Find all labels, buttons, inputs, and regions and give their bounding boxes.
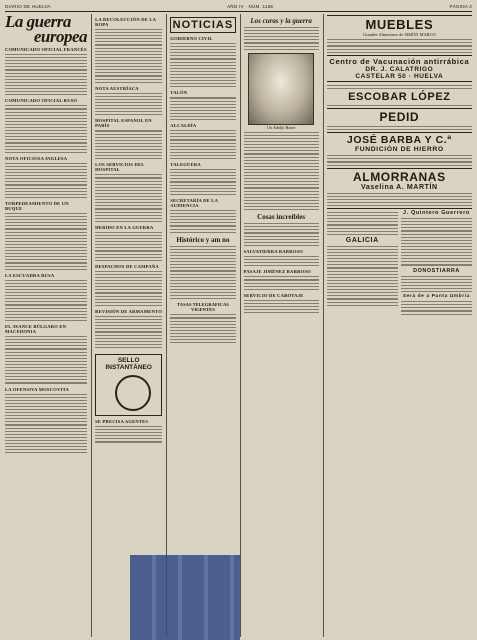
article-subtitle: LOS SERVICIOS DEL HOSPITAL	[95, 162, 145, 173]
article-subtitle: SE PRECISA AGENTES	[95, 418, 149, 424]
article-subtitle: REVISIÓN DE ARMAMENTO	[95, 308, 162, 314]
article-subtitle: LA OFENSIVA MOSCOVITA	[5, 386, 70, 392]
text-block	[5, 54, 87, 95]
ad-address: CASTELAR 50 · HUELVA	[355, 72, 444, 80]
article-subtitle: SALVATIERRA BARROSO	[243, 248, 304, 254]
ad-pedid	[327, 108, 472, 130]
text-block	[170, 130, 235, 159]
ad-quintero	[401, 210, 472, 317]
scan-color-artifact	[130, 555, 240, 640]
text-block	[5, 394, 87, 454]
ad-subtitle: Vaselina A. MARTÍN	[361, 183, 438, 191]
column-features	[240, 14, 319, 637]
article-subtitle: COMUNICADO OFICIAL RUSO	[5, 98, 78, 104]
text-block	[95, 426, 162, 443]
historic-title: Histórico y am no	[176, 235, 230, 244]
text-block	[170, 246, 235, 300]
column-noticias	[166, 14, 235, 637]
ad-pair	[327, 208, 472, 317]
column-war-news	[5, 14, 87, 637]
portrait-image	[248, 53, 314, 125]
column-local-news	[91, 14, 162, 637]
section-title: NOTICIAS	[170, 17, 235, 33]
article-subtitle: SERVICIO DE CABOTAJE	[243, 292, 304, 298]
ad-title: ESCOBAR LÓPEZ	[348, 90, 451, 103]
article-subtitle: COMUNICADO OFICIAL FRANCÉS	[5, 47, 87, 52]
text-block	[170, 43, 235, 87]
ad-title: ALMORRANAS	[353, 169, 446, 184]
text-block	[170, 169, 235, 195]
ad-title: MUEBLES	[365, 17, 434, 32]
text-block	[5, 163, 87, 198]
portrait-caption: Un Adolfo Bonet	[266, 124, 296, 130]
ad-title: Centro de Vacunación antirrábica	[329, 56, 470, 66]
ad-escobar	[327, 81, 472, 106]
ad-title: GALICIA	[345, 236, 379, 244]
stamp-title: SELLO INSTANTÁNEO	[105, 356, 152, 371]
masthead-left: DIARIO DE HUELVA	[5, 3, 51, 9]
text-block	[95, 271, 162, 306]
headline-line-1: La guerra	[5, 14, 71, 31]
feature-title: Los curas y la guerra	[250, 17, 312, 25]
text-block	[244, 223, 319, 246]
article-subtitle: TORPEDEAMIENTO DE UN BUQUE	[5, 200, 69, 211]
masthead-right: PÁGINA 2	[449, 3, 472, 9]
ad-text: Grandes Almacenes de SIMÓN MARCO	[363, 32, 436, 37]
text-block	[244, 132, 319, 210]
ad-vacunacion	[327, 55, 472, 80]
article-subtitle: GOBIERNO CIVIL	[170, 36, 213, 41]
text-block	[5, 336, 87, 384]
ad-title: DONOSTIARRA	[413, 267, 460, 274]
ad-galicia	[327, 210, 398, 317]
text-block	[170, 97, 235, 120]
ad-subtitle: Será de a Punta Umbría	[402, 294, 470, 300]
masthead-center: AÑO IV · NÚM. 1165	[226, 3, 274, 9]
text-block	[170, 210, 235, 233]
text-block	[95, 232, 162, 261]
article-subtitle: LA RECOLECCIÓN DE LA ROPA	[95, 17, 156, 27]
headline-line-2: europea	[33, 27, 88, 46]
article-subtitle: HOSPITAL ESPAÑOL EN PARÍS	[95, 118, 152, 129]
article-subtitle: HERIDO EN LA GUERRA	[95, 224, 154, 230]
text-block	[95, 93, 162, 116]
cosas-title: Cosas increíbles	[257, 213, 306, 222]
text-block	[5, 213, 87, 270]
ad-title: JOSÉ BARBA Y C.ª	[346, 134, 452, 147]
article-subtitle: SECRETARÍA DE LA AUDIENCIA	[170, 197, 218, 208]
table-title: TASAS TELEGRÁFICAS VIGENTES	[177, 302, 229, 313]
ad-almorranas	[327, 168, 472, 206]
stamp-advertisement	[95, 354, 162, 416]
ad-muebles	[327, 15, 472, 53]
masthead	[5, 3, 472, 12]
article-subtitle: TALÓN	[170, 90, 188, 96]
text-block	[95, 130, 162, 159]
text-block	[5, 280, 87, 321]
text-block	[244, 27, 319, 50]
article-subtitle: NOTA OFICIOSA INGLESA	[5, 155, 68, 161]
article-subtitle: PASAJE JIMÉNEZ BARROSO	[243, 269, 311, 275]
ad-subtitle: DR. J. CALATRIGO	[365, 65, 434, 73]
text-block	[244, 300, 319, 313]
ad-subtitle: FUNDICIÓN DE HIERRO	[354, 146, 444, 154]
article-subtitle: ALCALDÍA	[170, 123, 197, 129]
text-block	[95, 29, 162, 83]
ad-title: J. Quintero Guerrero	[402, 210, 470, 217]
stamp-seal-icon	[115, 375, 151, 411]
text-block	[95, 316, 162, 348]
ad-title: PEDID	[379, 110, 420, 125]
text-block	[244, 256, 319, 266]
text-block	[95, 174, 162, 222]
article-subtitle: DESPACHOS DE CAMPAÑA	[95, 263, 159, 269]
ad-jose-barba	[327, 132, 472, 165]
article-subtitle: EL AVANCE BÚLGARO EN MACEDONIA	[5, 324, 67, 335]
article-subtitle: LA ESCUADRA RUSA	[5, 272, 55, 278]
text-block	[244, 276, 319, 289]
article-subtitle: TALEGUERA	[170, 162, 201, 168]
article-subtitle: NOTA AUSTRÍACA	[95, 85, 139, 91]
text-block	[5, 105, 87, 153]
rates-table	[170, 314, 235, 343]
column-advertisements	[323, 14, 472, 637]
